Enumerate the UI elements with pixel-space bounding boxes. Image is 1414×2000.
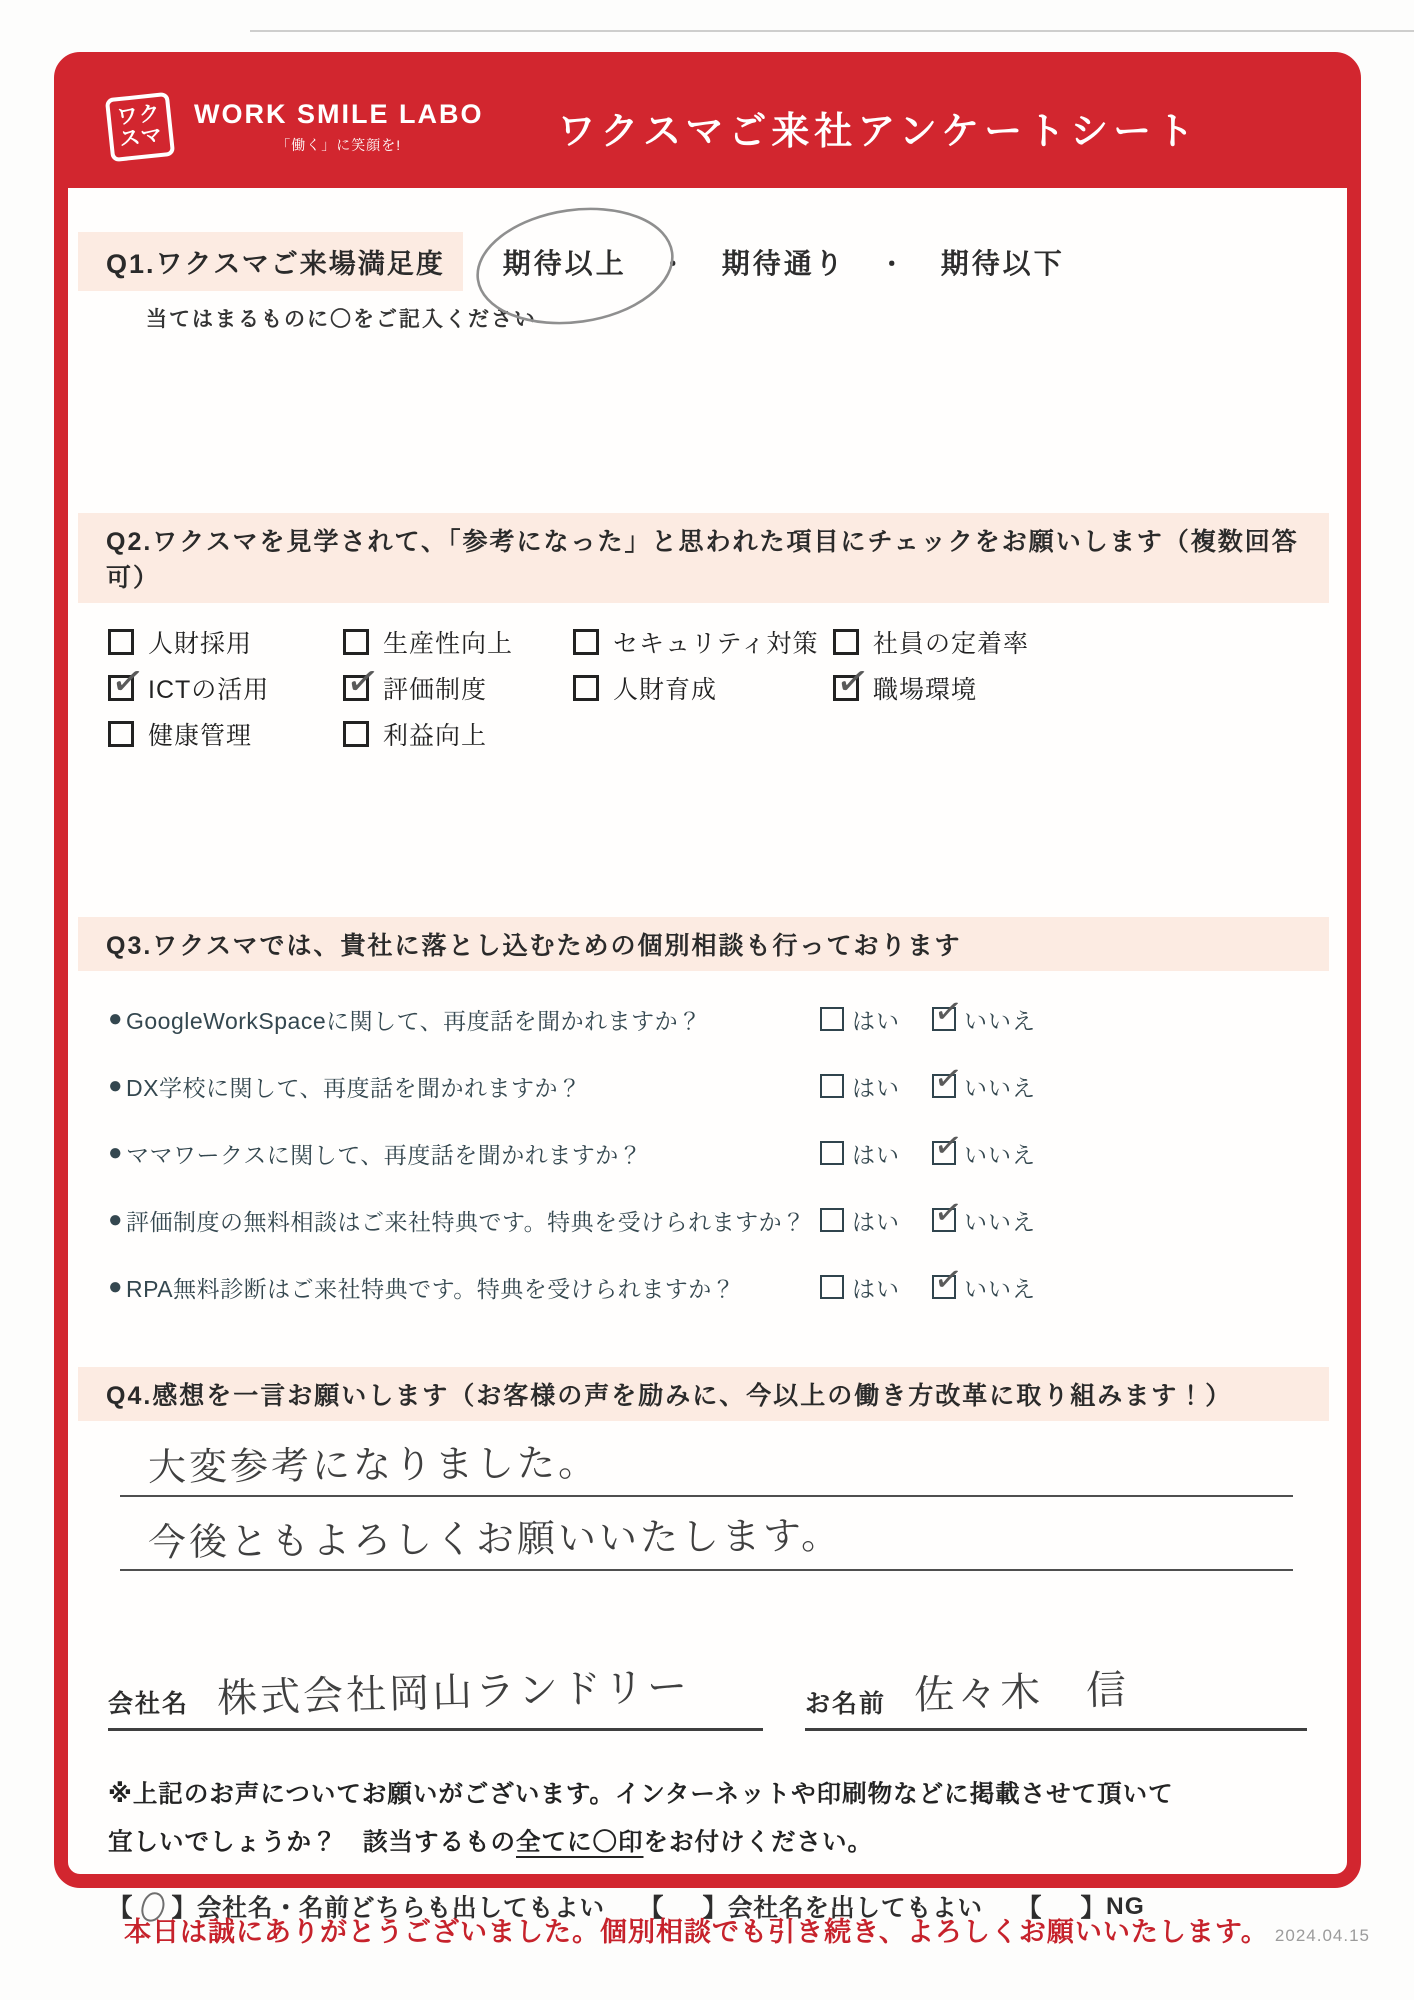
section-q2: [108, 513, 1307, 757]
checkbox: [833, 657, 873, 707]
q4-writing-area[interactable]: [120, 1423, 1293, 1571]
q3-question: ● 評価制度の無料相談はご来社特典です。特典を受けられますか？: [108, 1206, 806, 1235]
no-label: いいえ: [964, 1007, 1036, 1034]
checkbox-label: 人財育成: [613, 676, 718, 704]
option-separator-dot: ・: [660, 251, 688, 278]
option-separator-dot: ・: [879, 251, 907, 278]
bracket-open: 【: [1017, 1895, 1043, 1923]
q3-row-mama-works: [108, 1125, 1307, 1171]
handwritten-check-mark: ✓: [343, 657, 383, 707]
company-name-field[interactable]: [108, 1627, 763, 1731]
handwritten-check-mark: ✓: [931, 1058, 967, 1100]
q3-row-rpa-diagnosis: [108, 1259, 1307, 1305]
checkbox: [833, 629, 859, 655]
bracket-open: 【: [639, 1895, 665, 1923]
handwritten-check-mark: ✓: [931, 991, 967, 1033]
q3-question: ● ママワークスに関して、再度話を聞かれますか？: [108, 1139, 643, 1168]
company-name-label: 会社名: [108, 1690, 190, 1718]
q1-option-label: 期待通り: [721, 247, 846, 279]
handwritten-check-mark: ✓: [931, 1192, 967, 1234]
q1-label: Q1.ワクスマご来場満足度: [78, 232, 463, 291]
checkbox: [343, 721, 369, 747]
consent-note-line2-end: をお付けください。: [643, 1828, 873, 1856]
no-label: いいえ: [964, 1141, 1036, 1168]
handwritten-check-mark: ✓: [931, 1259, 967, 1301]
q3-row-evaluation-consult: [108, 1192, 1307, 1238]
checkbox-label: 人財採用: [148, 630, 253, 658]
q4-label: Q4.感想を一言お願いします（お客様の声を励みに、今以上の働き方改革に取り組みます！）: [78, 1367, 1329, 1421]
checkbox: [343, 629, 369, 655]
brand-block: [194, 99, 483, 155]
logo-text-top: ワク: [115, 101, 162, 130]
q4-ruled-line: [120, 1497, 1293, 1571]
q1-option-above-expectation[interactable]: [503, 242, 627, 282]
q3-no-checkbox[interactable]: [931, 1259, 1036, 1304]
bullet-icon: ●: [108, 1072, 123, 1099]
q3-question: ● RPA無料診断はご来社特典です。特典を受けられますか？: [108, 1273, 736, 1302]
yes-label: はい: [852, 1007, 900, 1034]
checkbox-label: ICTの活用: [148, 676, 270, 704]
q1-option-below-expectation[interactable]: [941, 242, 1065, 282]
q4-ruled-line: [120, 1423, 1293, 1497]
person-name-label: お名前: [805, 1690, 887, 1718]
q3-row-google-workspace: [108, 991, 1307, 1037]
person-name-field[interactable]: [805, 1627, 1307, 1731]
q3-yes-checkbox[interactable]: [820, 1070, 932, 1103]
bracket-close: 】: [1080, 1895, 1106, 1923]
q1-instruction: 当てはまるものに〇をご記入ください: [146, 308, 537, 331]
section-q4: [108, 1367, 1307, 1571]
handwritten-company-name: 株式会社岡山ランドリー: [216, 1664, 691, 1722]
handwritten-comment: 今後ともよろしくお願いいたします。: [147, 1515, 843, 1565]
q3-label: Q3.ワクスマでは、貴社に落とし込むための個別相談も行っております: [78, 917, 1329, 971]
checkbox-label: 社員の定着率: [873, 630, 1030, 658]
bullet-icon: ●: [108, 1206, 123, 1233]
survey-form: [54, 52, 1361, 1923]
yes-label: はい: [852, 1141, 900, 1168]
bracket-close: 】: [702, 1895, 728, 1923]
consent-option-label: 会社名を出してもよい: [728, 1895, 983, 1923]
q3-question-list: [108, 991, 1307, 1305]
consent-note-underlined: 全てに〇印: [516, 1828, 644, 1856]
q2-checkbox-grid: [108, 619, 1307, 757]
q3-question: ● GoogleWorkSpaceに関して、再度話を聞かれますか？: [108, 1005, 702, 1034]
form-header: [68, 66, 1347, 188]
checkbox: [573, 629, 599, 655]
q3-row-dx-school: [108, 1058, 1307, 1104]
checkbox-label: セキュリティ対策: [613, 630, 819, 658]
checkbox-label: 職場環境: [873, 676, 978, 704]
logo-cube-icon: [105, 92, 175, 162]
q3-yes-checkbox[interactable]: [820, 1003, 932, 1036]
checkbox-label: 評価制度: [383, 676, 488, 704]
q2-checkbox-security[interactable]: [573, 624, 833, 660]
bullet-icon: ●: [108, 1273, 123, 1300]
yes-label: はい: [852, 1208, 900, 1235]
q2-checkbox-health[interactable]: [108, 716, 343, 752]
consent-section: [108, 1771, 1307, 1925]
bullet-icon: ●: [108, 1139, 123, 1166]
handwritten-check-mark: ✓: [833, 657, 873, 707]
checkbox: [108, 657, 148, 707]
consent-note: [108, 1771, 1307, 1867]
checkbox: [573, 675, 599, 701]
consent-option-label: NG: [1106, 1892, 1145, 1920]
bracket-close: 】: [171, 1895, 197, 1923]
q2-checkbox-productivity[interactable]: [343, 624, 573, 660]
q2-checkbox-ict[interactable]: [108, 657, 343, 707]
no-label: いいえ: [964, 1074, 1036, 1101]
q3-no-checkbox[interactable]: [931, 1125, 1036, 1170]
work-smile-labo-logo: [108, 95, 483, 159]
q3-yes-checkbox[interactable]: [820, 1271, 932, 1304]
no-label: いいえ: [964, 1275, 1036, 1302]
section-q3: [108, 917, 1307, 1305]
q2-checkbox-evaluation[interactable]: [343, 657, 573, 707]
consent-note-line2: 宜しいでしょうか？ 該当するもの: [108, 1828, 516, 1856]
q3-yes-checkbox[interactable]: [820, 1204, 932, 1237]
handwritten-check-mark: ✓: [931, 1125, 967, 1167]
date-stamp: 2024.04.15: [1274, 1926, 1370, 1945]
checkbox: [108, 721, 134, 747]
q1-options: [503, 242, 1065, 282]
q3-no-checkbox[interactable]: [931, 991, 1036, 1036]
logo-text-bottom: スマ: [118, 123, 164, 152]
yes-label: はい: [852, 1275, 900, 1302]
brand-tagline: 「働く」に笑顔を!: [276, 137, 402, 153]
bullet-icon: ●: [108, 1005, 123, 1032]
no-label: いいえ: [964, 1208, 1036, 1235]
checkbox-label: 生産性向上: [383, 630, 514, 658]
q3-no-checkbox[interactable]: [931, 1192, 1036, 1237]
q2-checkbox-workplace[interactable]: [833, 657, 1307, 707]
checkbox: [343, 657, 383, 707]
checkbox-label: 利益向上: [383, 722, 488, 750]
q3-no-checkbox[interactable]: [931, 1058, 1036, 1103]
section-q1: [108, 232, 1307, 333]
q3-question: ● DX学校に関して、再度話を聞かれますか？: [108, 1072, 582, 1101]
signature-section: [108, 1627, 1307, 1731]
q2-checkbox-hr-development[interactable]: [573, 670, 833, 706]
yes-label: はい: [852, 1074, 900, 1101]
q3-yes-checkbox[interactable]: [820, 1137, 932, 1170]
brand-name: WORK SMILE LABO: [194, 99, 484, 129]
handwritten-person-name: 佐々木 信: [913, 1668, 1130, 1718]
scan-artifact-line: [250, 30, 1414, 32]
q1-option-label: 期待以上: [502, 247, 627, 279]
checkbox-label: 健康管理: [148, 722, 253, 750]
handwritten-comment: 大変参考になりました。: [147, 1442, 600, 1490]
page-title: ワクスマご来社アンケートシート: [557, 110, 1200, 153]
q2-checkbox-profit[interactable]: [343, 716, 573, 752]
thank-you-message: 本日は誠にありがとうございました。個別相談でも引き続き、よろしくお願いいたします。: [124, 1917, 1269, 1947]
q2-label: Q2.ワクスマを見学されて、「参考になった」と思われた項目にチェックをお願いします（複数回答可）: [78, 513, 1329, 603]
bracket-open: 【: [108, 1895, 134, 1923]
page-footer: [0, 1910, 1414, 1949]
checkbox: [108, 629, 134, 655]
consent-option-label: 会社名・名前どちらも出してもよい: [197, 1895, 605, 1923]
q1-option-as-expected[interactable]: [722, 242, 846, 282]
q2-checkbox-recruiting[interactable]: [108, 624, 343, 660]
q1-option-label: 期待以下: [940, 247, 1065, 279]
handwritten-check-mark: ✓: [108, 657, 148, 707]
consent-note-line1: ※上記のお声についてお願いがございます。インターネットや印刷物などに掲載させて頂いて: [108, 1781, 1174, 1808]
form-content: [68, 232, 1347, 1925]
q2-checkbox-retention[interactable]: [833, 624, 1307, 660]
